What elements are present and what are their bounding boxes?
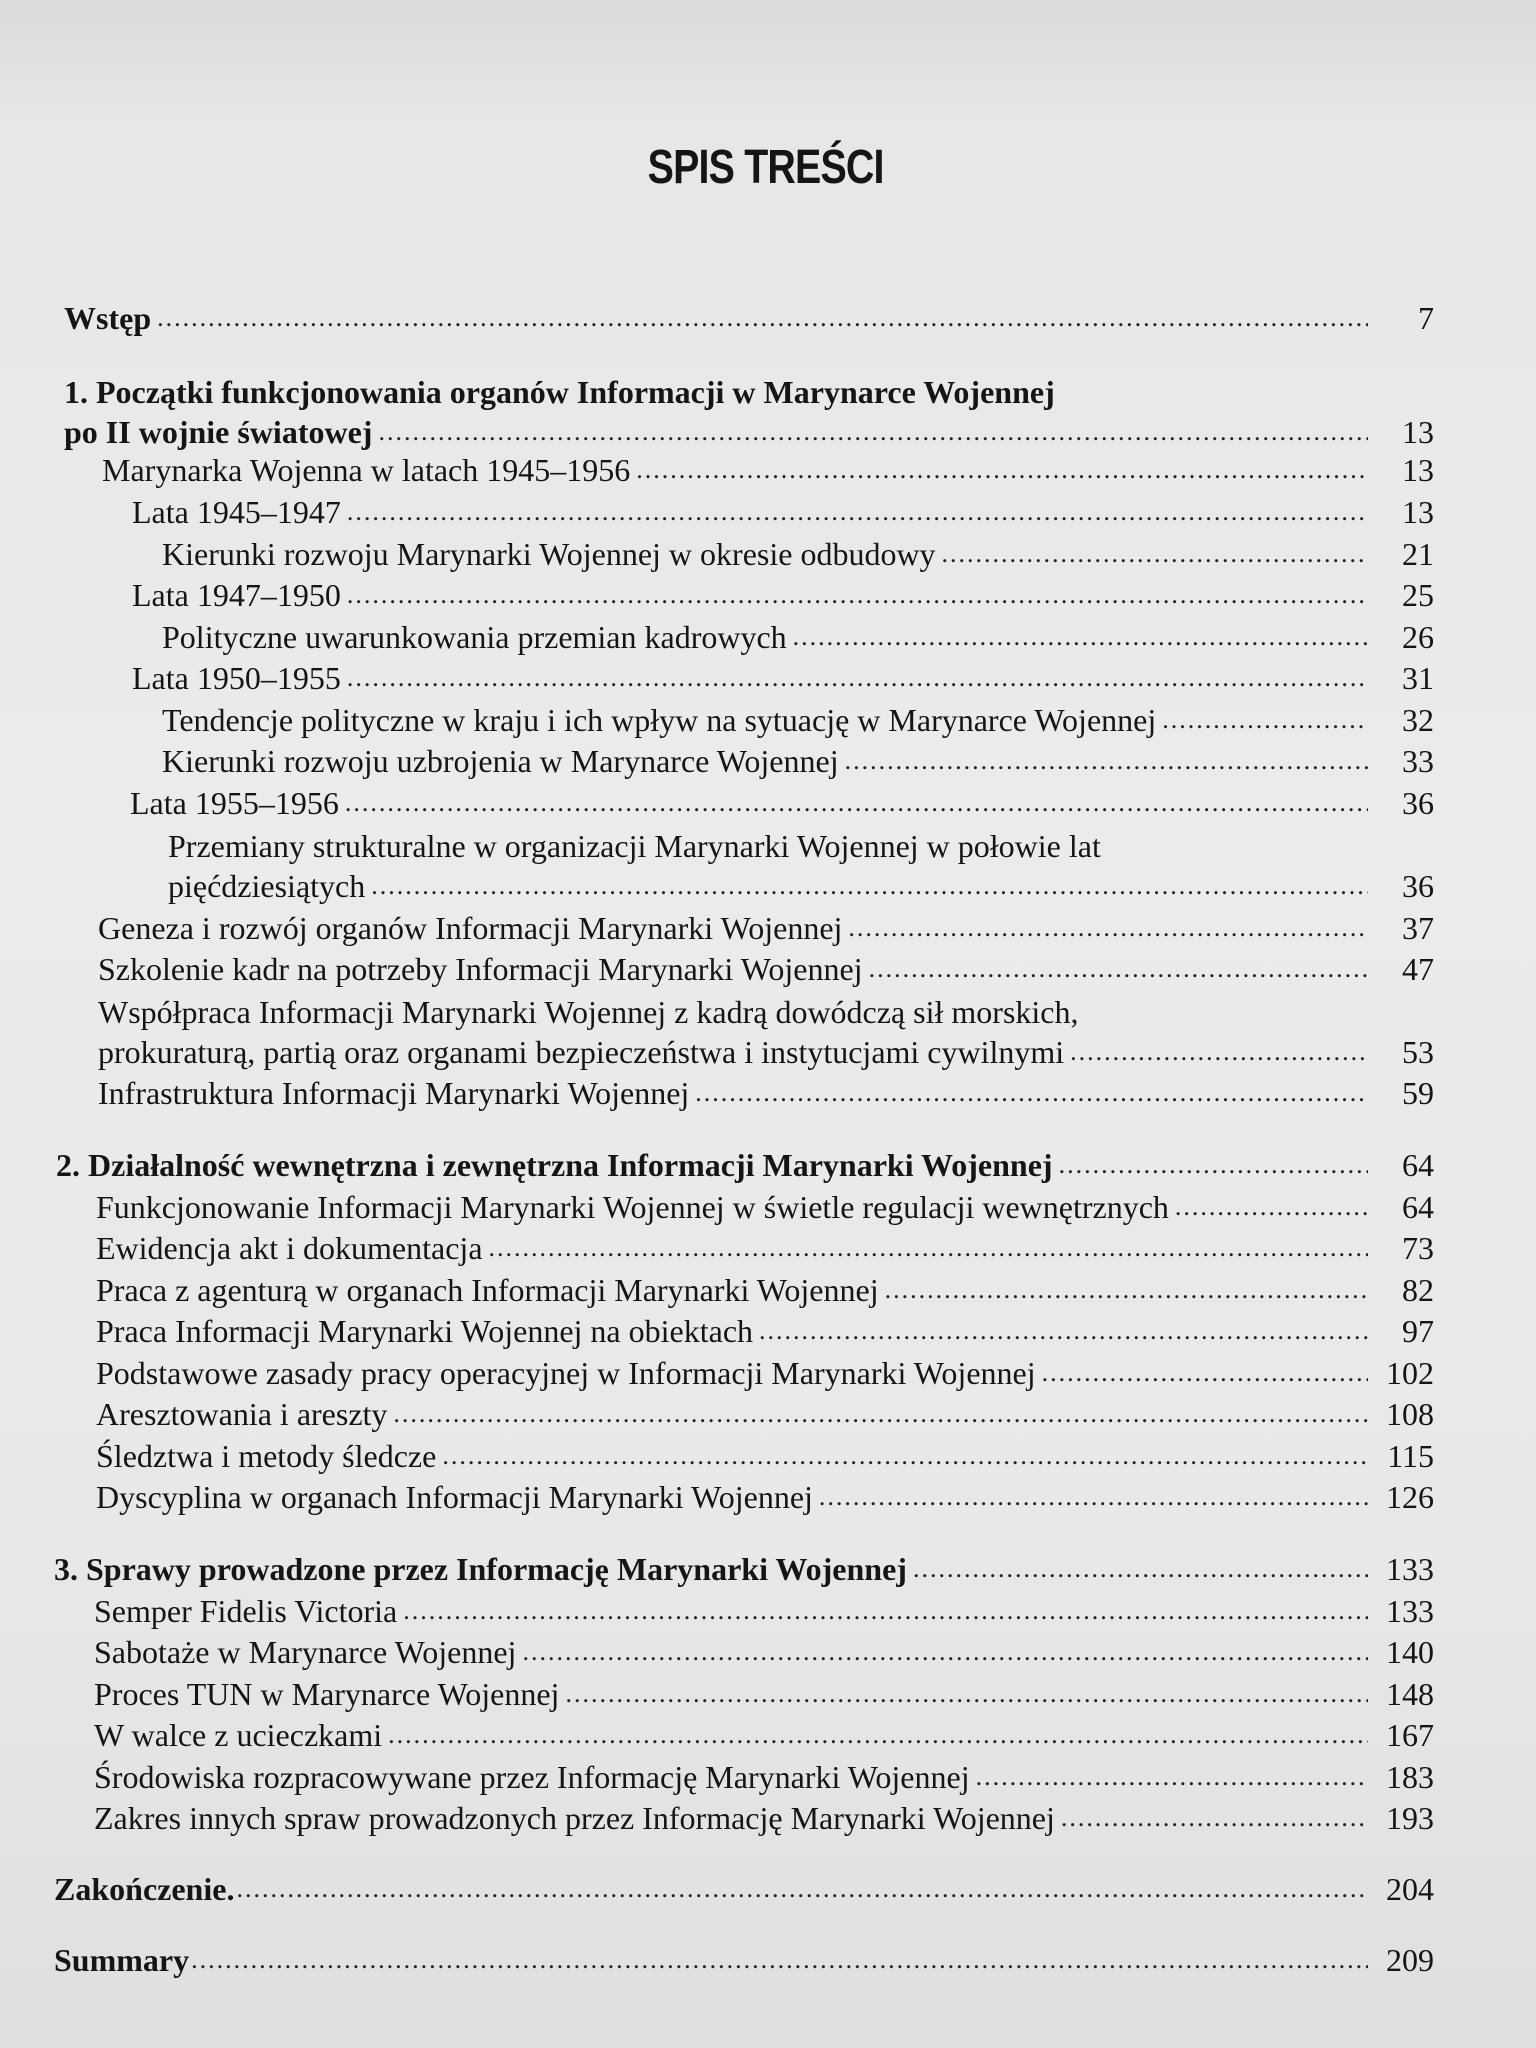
toc-leader-dots — [1175, 1187, 1368, 1227]
toc-entry-label: Tendencje polityczne w kraju i ich wpływ na sytuację w Marynarce Wojennej — [162, 702, 1157, 738]
toc-entry-label: 2. Działalność wewnętrzna i zewnętrzna Informacji Marynarki Wojennej — [56, 1147, 1053, 1183]
toc-entry — [94, 1715, 1434, 1755]
toc-entry-page: 126 — [1386, 1479, 1434, 1515]
toc-entry-label: Infrastruktura Informacji Marynarki Wojennej — [98, 1075, 690, 1111]
toc-entry-page: 64 — [1402, 1147, 1434, 1183]
toc-entry — [96, 1353, 1434, 1393]
toc-entry-page: 140 — [1386, 1634, 1434, 1670]
toc-entry-label: Wstęp — [64, 300, 152, 336]
toc-leader-dots — [636, 450, 1368, 490]
toc-entry-page: 148 — [1386, 1676, 1434, 1712]
toc-entry-label: Aresztowania i areszty — [96, 1396, 388, 1432]
toc-entry-label: Kierunki rozwoju Marynarki Wojennej w okresie odbudowy — [162, 536, 936, 572]
toc-entry-page: 82 — [1402, 1272, 1434, 1308]
toc-leader-dots — [942, 534, 1368, 574]
toc-entry-page: 193 — [1386, 1800, 1434, 1836]
toc-entry-page: 21 — [1402, 536, 1434, 572]
toc-leader-dots — [347, 492, 1368, 532]
toc-entry-label: W walce z ucieczkami — [94, 1717, 383, 1753]
toc-entry-page: 53 — [1402, 1034, 1434, 1070]
toc-entry-label: prokuraturą, partią oraz organami bezpieczeństwa i instytucjami cywilnymi — [98, 1034, 1065, 1070]
toc-leader-dots — [371, 866, 1368, 906]
toc-leader-dots — [885, 1270, 1368, 1310]
toc-leader-dots — [347, 658, 1368, 698]
toc-leader-dots — [793, 617, 1368, 657]
toc-entry-page: 13 — [1402, 414, 1434, 450]
toc-entry-label: pięćdziesiątych — [168, 868, 366, 904]
toc-leader-dots — [347, 575, 1368, 615]
toc-entry-page: 33 — [1402, 743, 1434, 779]
toc-entry-page: 167 — [1386, 1717, 1434, 1753]
toc-leader-dots — [1070, 1032, 1368, 1072]
toc-entry-label: Proces TUN w Marynarce Wojennej — [94, 1676, 560, 1712]
toc-entry-page: 59 — [1402, 1075, 1434, 1111]
toc-entry-page: 102 — [1386, 1355, 1434, 1391]
toc-entry — [98, 949, 1434, 989]
toc-entry — [96, 1228, 1434, 1268]
toc-entry-page: 209 — [1386, 1942, 1434, 1978]
toc-entry-label: Summary — [54, 1942, 190, 1978]
toc-entry-page: 26 — [1402, 619, 1434, 655]
toc-leader-dots — [489, 1228, 1368, 1268]
toc-entry — [94, 1798, 1434, 1838]
toc-entry-label: Kierunki rozwoju uzbrojenia w Marynarce Wojennej — [162, 743, 839, 779]
toc-entry-label: Praca z agenturą w organach Informacji Marynarki Wojennej — [96, 1272, 879, 1308]
toc-entry-page: 13 — [1402, 452, 1434, 488]
toc-leader-dots — [236, 1869, 1368, 1909]
toc-entry-label: Zakończenie. — [54, 1871, 235, 1907]
toc-leader-dots — [913, 1549, 1368, 1589]
toc-entry-label: Lata 1945–1947 — [132, 494, 341, 530]
toc-entry-label: Zakres innych spraw prowadzonych przez Informację Marynarki Wojennej — [94, 1800, 1055, 1836]
toc-entry — [96, 1477, 1434, 1517]
toc-entry-page: 97 — [1402, 1313, 1434, 1349]
toc-leader-dots — [848, 908, 1368, 948]
toc-entry-page: 36 — [1402, 785, 1434, 821]
toc-entry-page: 204 — [1386, 1871, 1434, 1907]
toc-entry — [168, 866, 1434, 906]
toc-entry — [162, 617, 1434, 657]
toc-leader-dots — [388, 1715, 1368, 1755]
toc-chapter-2 — [56, 1145, 1434, 1185]
toc-entry-page: 115 — [1387, 1438, 1434, 1474]
toc-entry-label: Sabotaże w Marynarce Wojennej — [94, 1634, 517, 1670]
toc-leader-dots — [976, 1757, 1368, 1797]
toc-entry-label: po II wojnie światowej — [64, 414, 373, 450]
toc-entry-page: 73 — [1402, 1230, 1434, 1266]
toc-entry — [98, 1073, 1434, 1113]
toc-entry-label: Funkcjonowanie Informacji Marynarki Wojennej w świetle regulacji wewnętrznych — [96, 1189, 1169, 1225]
toc-entry — [96, 1394, 1434, 1434]
toc-leader-dots — [522, 1632, 1368, 1672]
toc-entry-page: 25 — [1402, 577, 1434, 613]
toc-entry-page: 133 — [1386, 1551, 1434, 1587]
toc-entry-label: Dyscyplina w organach Informacji Marynarki Wojennej — [96, 1479, 813, 1515]
toc-leader-dots — [442, 1436, 1368, 1476]
toc-entry-label: Lata 1955–1956 — [130, 785, 339, 821]
toc-entry-label: Szkolenie kadr na potrzeby Informacji Marynarki Wojennej — [98, 951, 863, 987]
toc-entry-page: 183 — [1386, 1759, 1434, 1795]
toc-leader-dots — [1059, 1145, 1368, 1185]
toc-chapter-3 — [54, 1549, 1434, 1589]
toc-entry-label: Lata 1950–1955 — [132, 660, 341, 696]
toc-entry — [132, 575, 1434, 615]
toc-entry — [102, 450, 1434, 490]
toc-entry — [98, 1032, 1434, 1072]
toc-entry — [94, 1591, 1434, 1631]
toc-entry-title-line1: Współpraca Informacji Marynarki Wojennej z kadrą dowódczą sił morskich, — [98, 994, 1079, 1030]
toc-entry — [132, 492, 1434, 532]
toc-entry — [98, 908, 1434, 948]
toc-entry-summary — [54, 1940, 1434, 1980]
toc-leader-dots — [403, 1591, 1368, 1631]
toc-entry-page: 36 — [1402, 868, 1434, 904]
toc-entry-label: Środowiska rozpracowywane przez Informację Marynarki Wojennej — [94, 1759, 970, 1795]
toc-entry-label: Geneza i rozwój organów Informacji Marynarki Wojennej — [98, 910, 843, 946]
toc-leader-dots — [1042, 1353, 1368, 1393]
toc-leader-dots — [1061, 1798, 1368, 1838]
toc-entry — [162, 534, 1434, 574]
toc-entry — [96, 1436, 1434, 1476]
toc-leader-dots — [759, 1311, 1368, 1351]
toc-entry-page: 64 — [1402, 1189, 1434, 1225]
toc-entry — [96, 1187, 1434, 1227]
toc-entry-label: Śledztwa i metody śledcze — [96, 1438, 437, 1474]
toc-entry — [94, 1757, 1434, 1797]
toc-leader-dots — [695, 1073, 1368, 1113]
toc-entry-page: 37 — [1402, 910, 1434, 946]
toc-leader-dots — [845, 741, 1368, 781]
toc-entry-page: 32 — [1402, 702, 1434, 738]
toc-entry-conclusion — [54, 1869, 1434, 1909]
toc-entry — [96, 1270, 1434, 1310]
toc-leader-dots — [157, 298, 1368, 338]
toc-entry — [132, 658, 1434, 698]
toc-entry-page: 7 — [1418, 300, 1434, 336]
toc-leader-dots — [565, 1674, 1368, 1714]
toc-leader-dots — [819, 1477, 1368, 1517]
toc-entry-title-line1: Przemiany strukturalne w organizacji Marynarki Wojennej w połowie lat — [168, 828, 1101, 864]
toc-entry-page: 108 — [1386, 1396, 1434, 1432]
toc-entry-label: 3. Sprawy prowadzone przez Informację Marynarki Wojennej — [54, 1551, 907, 1587]
toc-entry — [162, 741, 1434, 781]
toc-leader-dots — [869, 949, 1368, 989]
toc-entry-label: Lata 1947–1950 — [132, 577, 341, 613]
toc-entry-label: Ewidencja akt i dokumentacja — [96, 1230, 483, 1266]
toc-entry-page: 133 — [1386, 1593, 1434, 1629]
toc-chapter-1-title-line1: 1. Początki funkcjonowania organów Informacji w Marynarce Wojennej — [64, 374, 1055, 410]
toc-leader-dots — [378, 412, 1368, 452]
toc-entry-label: Marynarka Wojenna w latach 1945–1956 — [102, 452, 631, 488]
toc-entry — [162, 700, 1434, 740]
toc-entry-label: Polityczne uwarunkowania przemian kadrowych — [162, 619, 787, 655]
toc-entry-page: 47 — [1402, 951, 1434, 987]
toc-leader-dots — [191, 1940, 1368, 1980]
toc-leader-dots — [393, 1394, 1368, 1434]
toc-chapter-1 — [64, 412, 1434, 452]
toc-entry-label: Podstawowe zasady pracy operacyjnej w Informacji Marynarki Wojennej — [96, 1355, 1036, 1391]
page-title: SPIS TREŚCI — [647, 141, 884, 194]
toc-entry — [130, 783, 1434, 823]
toc-entry-page: 31 — [1402, 660, 1434, 696]
toc-leader-dots — [345, 783, 1368, 823]
toc-entry — [96, 1311, 1434, 1351]
toc-entry-label: Praca Informacji Marynarki Wojennej na obiektach — [96, 1313, 754, 1349]
toc-entry-page: 13 — [1402, 494, 1434, 530]
toc-entry — [94, 1632, 1434, 1672]
toc-entry-label: Semper Fidelis Victoria — [94, 1593, 398, 1629]
toc-leader-dots — [1162, 700, 1368, 740]
toc-entry — [94, 1674, 1434, 1714]
toc-entry-introduction — [64, 298, 1434, 338]
